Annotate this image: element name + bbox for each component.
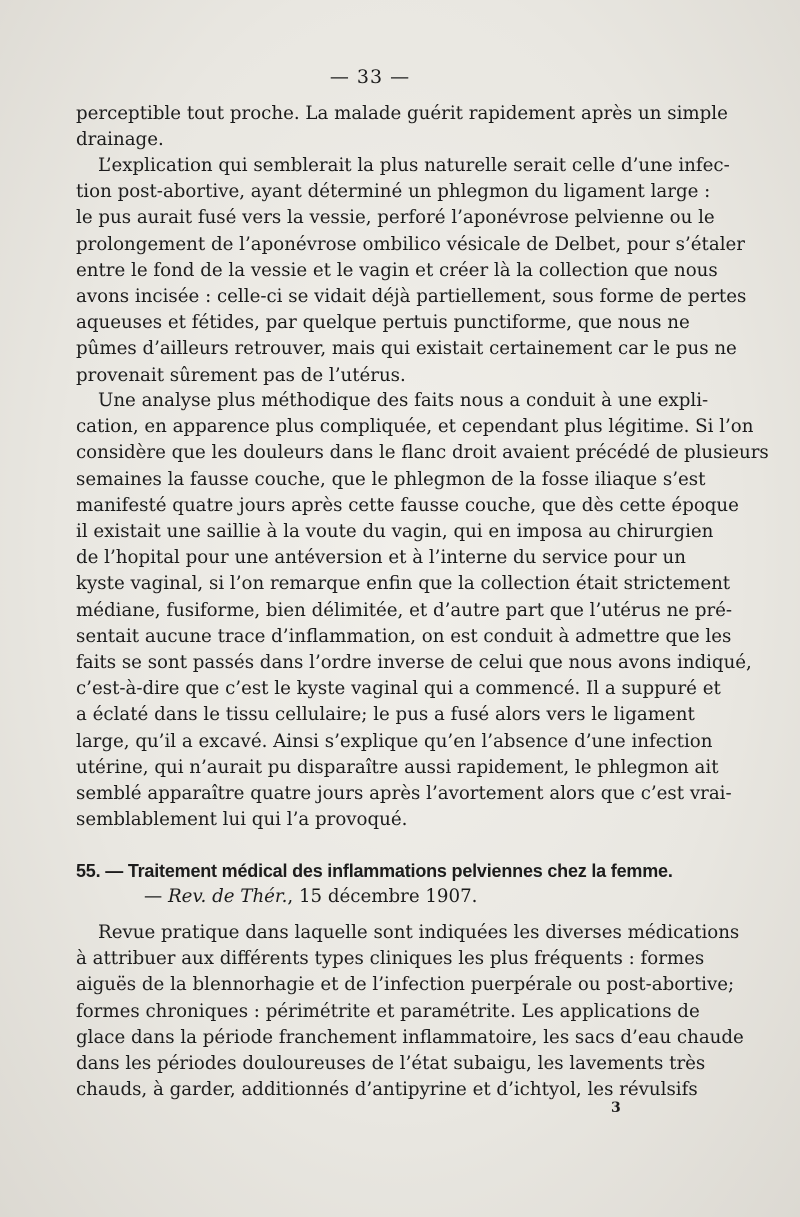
text-line: a éclaté dans le tissu cellulaire; le pus a fusé alors vers le ligament — [76, 704, 695, 726]
text-line: entre le fond de la vessie et le vagin et créer là la collection que nous — [76, 259, 718, 281]
citation-date: , 15 décembre 1907. — [287, 886, 478, 908]
text-line: à attribuer aux différents types cliniques les plus fréquents : formes — [76, 948, 705, 970]
text-line: glace dans la période franchement inflammatoire, les sacs d’eau chaude — [76, 1026, 744, 1048]
section-body — [76, 920, 744, 1103]
signature-mark: 3 — [611, 1100, 621, 1116]
text-line: semblablement lui qui l’a provoqué. — [76, 809, 408, 831]
text-line: aqueuses et fétides, par quelque pertuis punctiforme, que nous ne — [76, 312, 690, 334]
text-line: large, qu’il a excavé. Ainsi s’explique qu’en l’absence d’une infection — [76, 730, 713, 752]
text-line: avons incisée : celle-ci se vidait déjà partiellement, sous forme de pertes — [76, 286, 747, 308]
text-line: considère que les douleurs dans le flanc droit avaient précédé de plusieurs — [76, 442, 769, 464]
text-line: utérine, qui n’aurait pu disparaître aussi rapidement, le phlegmon ait — [76, 756, 719, 778]
text-line: médiane, fusiforme, bien délimitée, et d’autre part que l’utérus ne pré- — [76, 599, 733, 621]
text-line: Revue pratique dans laquelle sont indiquées les diverses médications — [98, 922, 740, 943]
text-line: Une analyse plus méthodique des faits nous a conduit à une expli- — [98, 390, 709, 411]
text-line: pûmes d’ailleurs retrouver, mais qui existait certainement car le pus ne — [76, 338, 737, 360]
text-line: manifesté quatre jours après cette fausse couche, que dès cette époque — [76, 494, 739, 516]
text-line: prolongement de l’aponévrose ombilico vésicale de Delbet, pour s’étaler — [76, 233, 745, 255]
citation-journal: Rev. de Thér. — [167, 886, 288, 908]
text-line: sentait aucune trace d’inflammation, on est conduit à admettre que les — [76, 625, 732, 647]
text-line: cation, en apparence plus compliquée, et cependant plus légitime. Si l’on — [76, 416, 754, 438]
citation-prefix: — — [144, 886, 168, 908]
text-line: de l’hopital pour une antéversion et à l’interne du service pour un — [76, 547, 686, 569]
text-line: formes chroniques : périmétrite et paramétrite. Les applications de — [76, 1000, 700, 1022]
text-line: c’est-à-dire que c’est le kyste vaginal qui a commencé. Il a suppuré et — [76, 678, 721, 700]
text-line: L’explication qui semblerait la plus naturelle serait celle d’une infec- — [98, 155, 730, 176]
text-line: drainage. — [76, 129, 164, 151]
text-line: faits se sont passés dans l’ordre inverse de celui que nous avons indiqué, — [76, 652, 752, 674]
text-line: semblé apparaître quatre jours après l’avortement alors que c’est vrai- — [76, 783, 732, 805]
text-line: aiguës de la blennorhagie et de l’infection puerpérale ou post-abortive; — [76, 974, 735, 996]
text-line: semaines la fausse couche, que le phlegmon de la fosse iliaque s’est — [76, 468, 706, 490]
paragraph-explanation — [76, 153, 747, 389]
text-line: il existait une saillie à la voute du vagin, qui en imposa au chirurgien — [76, 521, 714, 543]
text-line: perceptible tout proche. La malade guérit rapidement après un simple — [76, 103, 728, 124]
text-line: tion post-abortive, ayant déterminé un phlegmon du ligament large : — [76, 181, 711, 203]
paragraph-analysis — [76, 388, 769, 833]
section-title: 55. — Traitement médical des inflammations pelviennes chez la femme. — [76, 861, 673, 881]
text-line: kyste vaginal, si l’on remarque enfin que la collection était strictement — [76, 573, 731, 595]
text-line: dans les périodes douloureuses de l’état subaigu, les lavements très — [76, 1053, 706, 1075]
page-number: — 33 — — [329, 66, 411, 88]
text-line: le pus aurait fusé vers la vessie, perforé l’aponévrose pelvienne ou le — [76, 207, 715, 229]
section-citation — [76, 884, 683, 910]
text-line: provenait sûrement pas de l’utérus. — [76, 364, 406, 386]
section-heading — [76, 858, 683, 910]
paragraph-continuation — [76, 101, 728, 153]
text-line: chauds, à garder, additionnés d’antipyrine et d’ichtyol, les révulsifs — [76, 1079, 698, 1101]
